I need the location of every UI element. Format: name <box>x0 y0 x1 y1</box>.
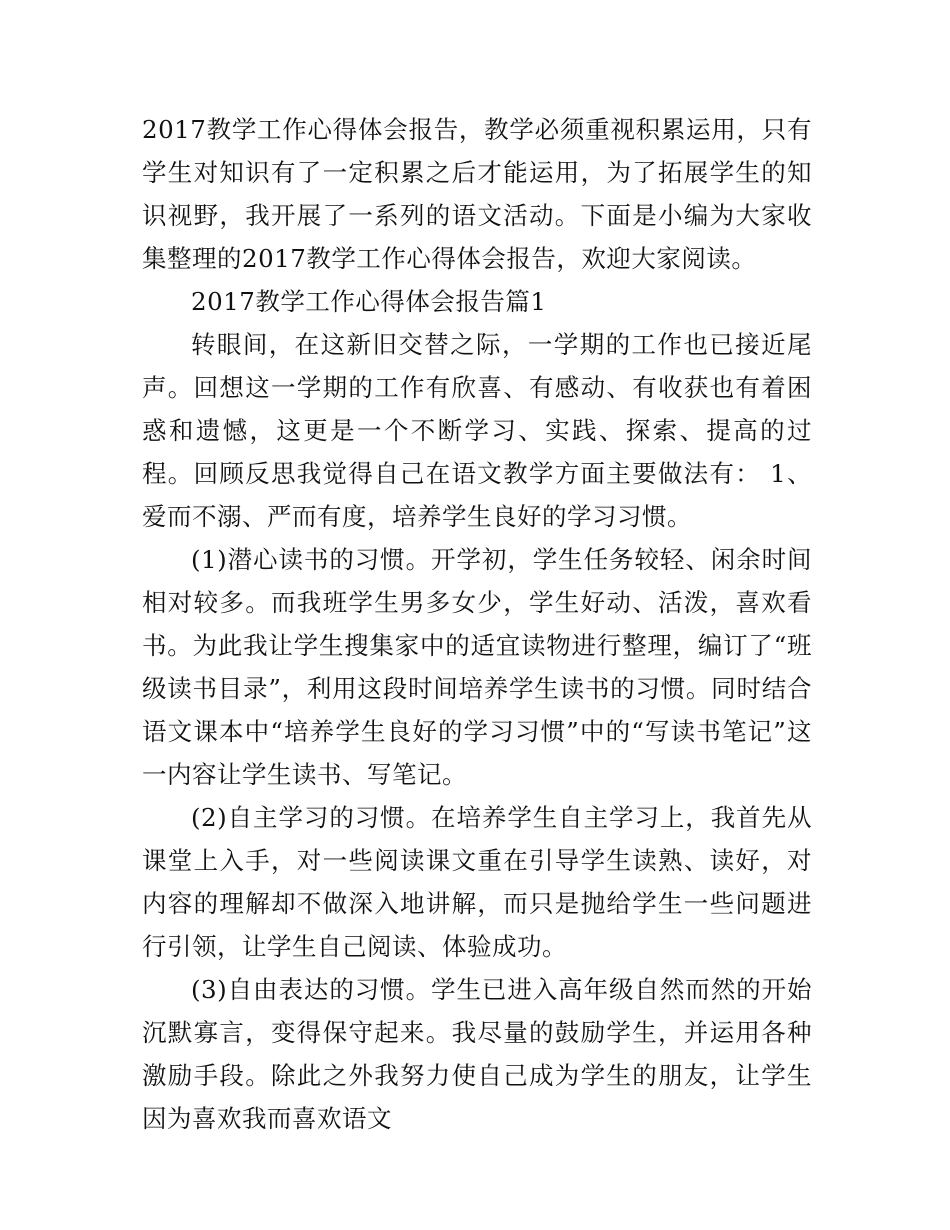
body-paragraph-4: (3)自由表达的习惯。学生已进入高年级自然而然的开始沉默寡言，变得保守起来。我尽量的鼓励学生，并运用各种激励手段。除此之外我努力使自己成为学生的朋友，让学生因为喜欢我而喜欢语文 <box>142 975 812 1133</box>
body-paragraph-3: (2)自主学习的习惯。在培养学生自主学习上，我首先从课堂上入手，对一些阅读课文重在引导学生读熟、读好，对内容的理解却不做深入地讲解，而只是抛给学生一些问题进行引领，让学生自己阅读、体验成功。 <box>142 803 812 961</box>
intro-paragraph: 2017教学工作心得体会报告，教学必须重视积累运用，只有学生对知识有了一定积累之后才能运用，为了拓展学生的知识视野，我开展了一系列的语文活动。下面是小编为大家收集整理的2017教学工作心得体会报告，欢迎大家阅读。 <box>142 115 812 273</box>
document-page <box>142 108 812 1140</box>
section-heading: 2017教学工作心得体会报告篇1 <box>191 287 547 316</box>
body-paragraph-1: 转眼间，在这新旧交替之际，一学期的工作也已接近尾声。回想这一学期的工作有欣喜、有感动、有收获也有着困惑和遗憾，这更是一个不断学习、实践、探索、提高的过程。回顾反思我觉得自己在语文教学方面主要做法有： 1、爱而不溺、严而有度，培养学生良好的学习习惯。 <box>142 330 812 531</box>
body-paragraph-2: (1)潜心读书的习惯。开学初，学生任务较轻、闲余时间相对较多。而我班学生男多女少，学生好动、活泼，喜欢看书。为此我让学生搜集家中的适宜读物进行整理，编订了“班级读书目录”，利用这段时间培养学生读书的习惯。同时结合语文课本中“培养学生良好的学习习惯”中的“写读书笔记”这一内容让学生读书、写笔记。 <box>142 545 812 789</box>
